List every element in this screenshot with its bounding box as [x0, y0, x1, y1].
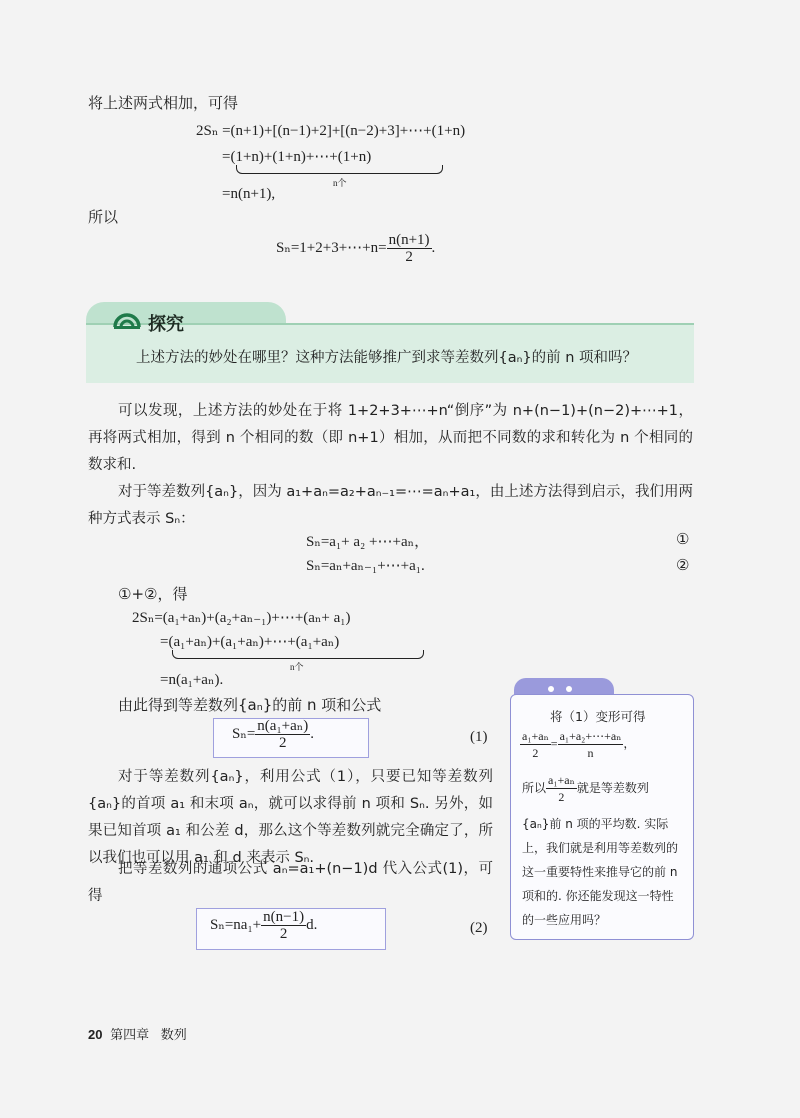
underbrace-2	[172, 650, 424, 659]
sidenote-frac-3	[546, 772, 577, 805]
explore-question: 上述方法的妙处在哪里？这种方法能够推广到求等差数列{aₙ}的前 n 项和吗？	[136, 350, 638, 366]
sidenote-line-3	[522, 772, 649, 805]
sidenote-formula	[520, 728, 635, 761]
result-formula	[276, 232, 435, 265]
sum-line-1: 2Sₙ=(a₁+aₙ)+(a₂+aₙ₋₁)+⋯+(aₙ+ a₁)	[132, 610, 351, 626]
formula-1-intro: 由此得到等差数列{aₙ}的前 n 项和公式	[118, 696, 382, 714]
sidenote-frac-3-den: 2	[558, 790, 565, 804]
result-den: 2	[405, 249, 413, 265]
so-label: 所以	[88, 208, 119, 226]
result-fraction	[387, 232, 432, 265]
formula-1-lhs: Sₙ=	[232, 725, 256, 742]
paragraph-4: 把等差数列的通项公式 aₙ=a₁+(n−1)d 代入公式(1)，可得	[88, 861, 493, 904]
formula-2-tag: (2)	[470, 920, 488, 936]
formula-2-tail: d.	[306, 916, 318, 933]
sidenote-rest: {aₙ}前 n 项的平均数. 实际上，我们就是利用等差数列的这一重要特性来推导它的前 n 项和的. 你还能发现这一特性的一些应用吗？	[522, 817, 679, 927]
sidenote-frac-1-num: a₁+aₙ	[522, 729, 549, 743]
sidenote-frac-2	[558, 728, 624, 761]
formula-2-lhs: Sₙ=na₁+	[210, 916, 262, 933]
sidenote-dot-2	[566, 686, 572, 692]
paragraph-2: 对于等差数列{aₙ}，因为 a₁+aₙ=a₂+aₙ₋₁=⋯=aₙ+a₁，由上述方法得到启示，我们用两种方式表示 Sₙ：	[88, 484, 693, 527]
formula-1-fraction	[255, 718, 310, 751]
formula-2-fraction	[261, 909, 306, 942]
paragraph-3: 对于等差数列{aₙ}，利用公式（1），只要已知等差数列{aₙ}的首项 a₁ 和末项 aₙ，就可以求得前 n 项和 Sₙ. 另外，如果已知首项 a₁ 和公差 d，那么这个等差数列就完全确定了，所以我们也可以用 a₁ 和 d 来表示 Sₙ.	[88, 769, 493, 866]
formula-2-num: n(n−1)	[263, 909, 305, 925]
derivation-line-2: =(1+n)+(1+n)+⋯+(1+n)	[222, 149, 372, 165]
sum-line-3: =n(a₁+aₙ).	[160, 672, 224, 688]
explore-title: 探究	[148, 314, 184, 335]
underbrace-1-label: n个	[333, 178, 347, 188]
formula-2-den: 2	[279, 926, 288, 942]
footer	[88, 1024, 187, 1043]
sidenote-l3-post: 就是等差数列	[576, 781, 649, 795]
equation-1-tag: ①	[676, 532, 690, 548]
equation-2-tag: ②	[676, 558, 690, 574]
derivation-line-1: 2Sₙ =(n+1)+[(n−1)+2]+[(n−2)+3]+⋯+(1+n)	[196, 123, 466, 139]
result-lhs: Sₙ=1+2+3+⋯+n=	[276, 239, 387, 256]
formula-1	[232, 718, 314, 751]
result-num: n(n+1)	[388, 232, 430, 248]
sidenote-dot-1	[548, 686, 554, 692]
formula-1-tag: (1)	[470, 729, 488, 745]
formula-2	[210, 909, 317, 942]
sidenote-frac-1-den: 2	[532, 746, 539, 760]
sum-label: ①+②，得	[118, 585, 188, 603]
page-number: 20	[88, 1027, 103, 1042]
formula-1-num: n(a₁+aₙ)	[257, 718, 309, 734]
equation-2: Sₙ=aₙ+aₙ₋₁+⋯+a₁.	[306, 558, 425, 574]
derivation-line-3: =n(n+1),	[222, 186, 276, 202]
sidenote-comma: ，	[623, 736, 636, 751]
sidenote-line-1: 将（1）变形可得	[550, 709, 646, 724]
intro-line: 将上述两式相加，可得	[88, 94, 239, 112]
chapter-label: 第四章	[110, 1027, 150, 1042]
sidenote-frac-2-num: a₁+a₂+⋯+aₙ	[559, 729, 622, 743]
underbrace-1	[236, 165, 443, 174]
sidenote-frac-3-num: a₁+aₙ	[548, 773, 575, 787]
sidenote-eq: =	[550, 736, 558, 751]
formula-1-den: 2	[279, 735, 287, 751]
equation-1: Sₙ=a₁+ a₂ +⋯+aₙ，	[306, 534, 430, 550]
explore-icon	[112, 309, 142, 335]
paragraph-1: 可以发现，上述方法的妙处在于将 1+2+3+⋯+n“倒序”为 n+(n−1)+(n−2)+⋯+1，再将两式相加，得到 n 个相同的数（即 n+1）相加，从而把不同数的求和转化为 n 个相同的数求和.	[88, 403, 693, 473]
formula-1-tail: .	[310, 725, 315, 742]
sum-line-2: =(a₁+aₙ)+(a₁+aₙ)+⋯+(a₁+aₙ)	[160, 634, 340, 650]
sidenote-l3-pre: 所以	[522, 781, 547, 795]
sidenote-frac-2-den: n	[587, 746, 594, 760]
underbrace-2-label: n个	[290, 662, 304, 672]
chapter-title: 数列	[160, 1027, 187, 1042]
sidenote-frac-1	[520, 728, 551, 761]
result-tail: .	[431, 239, 436, 256]
